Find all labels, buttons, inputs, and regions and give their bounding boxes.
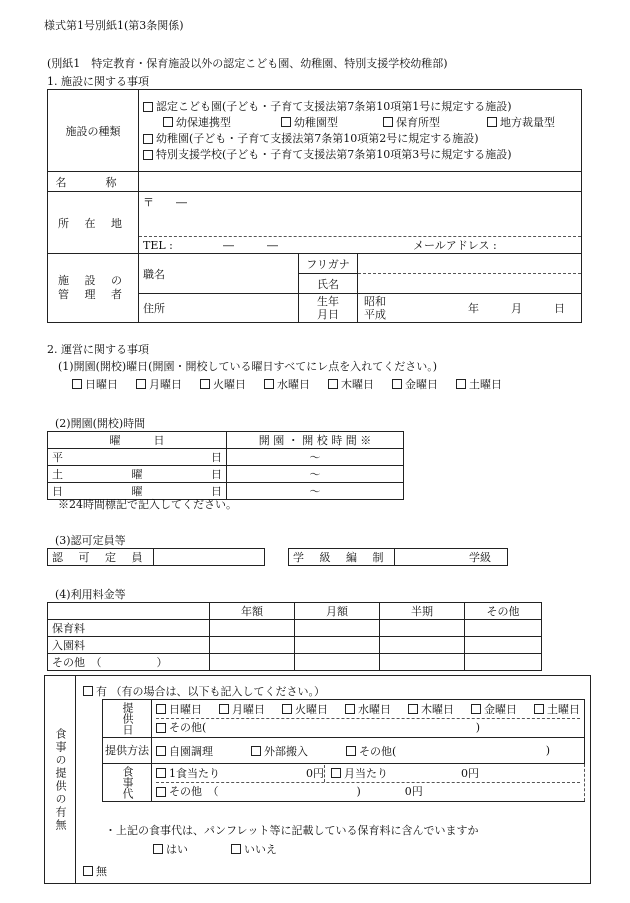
facility-table [47,89,582,323]
class-table [288,548,508,566]
meal-days-other[interactable]: その他( ) [156,718,580,736]
day-tue[interactable]: 火曜日 [200,376,264,392]
meal-question: ・上記の食事代は、パンフレット等に記載している保育料に含んでいますか [105,824,479,837]
fee-cell[interactable] [210,654,295,671]
meal-box [44,675,591,884]
nintei-subtypes [143,115,577,131]
fee-per-month[interactable]: 月当たり 0円 [324,765,479,782]
fees-table [47,602,542,671]
shimei-label: 氏名 [299,274,358,294]
meal-day-wed[interactable]: 水曜日 [345,701,408,718]
capacity-title: (3)認可定員等 [55,534,126,547]
name-label: 名 称 [48,172,139,192]
fees-head-half: 半期 [380,603,465,620]
fee-other[interactable]: その他 （ ) 0円 [156,782,580,800]
answer-no[interactable]: いいえ [231,841,277,857]
hours-row-sunday: 日 曜 日 [48,483,227,500]
furigana-field[interactable] [358,254,582,274]
facility-kind-options [139,90,582,172]
tel-email-line: TEL : ― ― メールアドレス : [139,236,581,253]
option-sub-4[interactable]: 地方裁量型 [487,115,555,131]
hours-saturday-field[interactable]: 〜 [227,466,404,483]
manager-label: 施 設 の 管 理 者 [48,254,139,323]
furigana-label: フリガナ [299,254,358,274]
hours-row-saturday: 土 曜 日 [48,466,227,483]
section2-title: 2. 運営に関する事項 [47,343,149,356]
option-tokubetsu[interactable]: 特別支援学校(子ども・子育て支援法第7条第10項第3号に規定する施設) [143,147,577,163]
option-sub-3[interactable]: 保育所型 [383,115,487,131]
meal-day-sun[interactable]: 日曜日 [156,701,219,718]
meal-day-tue[interactable]: 火曜日 [282,701,345,718]
hours-sunday-field[interactable]: 〜 [227,483,404,500]
meal-day-mon[interactable]: 月曜日 [219,701,282,718]
day-mon[interactable]: 月曜日 [136,376,200,392]
meal-days-label: 提供日 [103,700,152,738]
hours-title: (2)開園(開校)時間 [55,417,146,430]
capacity-field[interactable] [153,549,265,566]
class-field[interactable]: 学級 [394,549,508,566]
post-field[interactable] [177,254,299,294]
meal-no[interactable]: 無 [83,863,107,879]
option-sub-2[interactable]: 幼稚園型 [281,115,383,131]
method-other[interactable]: その他( [346,743,396,759]
meal-fee-label: 食事代 [103,764,152,802]
jusho-field[interactable] [177,294,299,323]
method-own[interactable]: 自園調理 [156,743,251,759]
post-label: 職名 [139,254,178,294]
hours-table [47,431,404,500]
hours-head-time: 開 園 ・ 開 校 時 間 ※ [227,432,404,449]
section1-title: 1. 施設に関する事項 [47,75,149,88]
capacity-label: 認 可 定 員 [48,549,154,566]
postal-line: 〒 ― [143,196,187,209]
fees-row-hoiku: 保育料 [48,620,210,637]
meal-day-thu[interactable]: 木曜日 [408,701,471,718]
answer-yes[interactable]: はい [153,841,188,857]
fee-cell[interactable] [295,637,380,654]
fee-cell[interactable] [465,654,542,671]
days-title: (1)開園(開校)曜日(開園・開校している曜日すべてにレ点を入れてください。) [58,360,438,373]
method-outside[interactable]: 外部搬入 [251,743,346,759]
capacity-table [47,548,265,566]
name-field[interactable] [139,172,582,192]
day-sun[interactable]: 日曜日 [72,376,136,392]
fee-cell[interactable] [295,620,380,637]
fee-cell[interactable] [465,637,542,654]
day-wed[interactable]: 水曜日 [264,376,328,392]
form-number: 様式第1号別紙1(第3条関係) [44,19,184,32]
fee-cell[interactable] [465,620,542,637]
fee-cell[interactable] [380,654,465,671]
option-youchien[interactable]: 幼稚園(子ども・子育て支援法第7条第10項第2号に規定する施設) [143,131,577,147]
meal-side-label: 食事の提供の有無 [45,676,76,883]
fees-head-empty [48,603,210,620]
meal-method-label: 提供方法 [103,738,152,764]
option-nintei[interactable]: 認定こども園(子ども・子育て支援法第7条第10項第1号に規定する施設) [143,99,577,115]
class-label: 学 級 編 制 [289,549,395,566]
fees-head-annual: 年額 [210,603,295,620]
checkbox[interactable] [143,102,153,112]
form-subtitle: (別紙1 特定教育・保育施設以外の認定こども園、幼稚園、特別支援学校幼稚部) [47,57,448,70]
address-label: 所 在 地 [48,192,139,254]
option-sub-1[interactable]: 幼保連携型 [163,115,281,131]
jusho-label: 住所 [139,294,178,323]
fees-head-monthly: 月額 [295,603,380,620]
hours-head-day: 曜 日 [48,432,227,449]
facility-kind-label: 施設の種類 [48,90,139,172]
birth-field[interactable]: 昭和 平成 年 月 日 [358,294,582,323]
shimei-field[interactable] [358,274,582,294]
days-checklist [72,376,502,392]
birth-label: 生年 月日 [299,294,358,323]
meal-method-options: 自園調理 外部搬入 その他( ) [152,738,585,764]
day-thu[interactable]: 木曜日 [328,376,392,392]
hours-row-weekday: 平 日 [48,449,227,466]
hours-weekday-field[interactable]: 〜 [227,449,404,466]
fee-cell[interactable] [295,654,380,671]
meal-day-fri[interactable]: 金曜日 [471,701,534,718]
day-sat[interactable]: 土曜日 [456,376,502,392]
fee-cell[interactable] [380,637,465,654]
meal-yes[interactable]: 有 （有の場合は、以下も記入してください。） [83,683,325,699]
hours-note: ※24時間標記で記入してください。 [58,498,237,511]
fee-per-meal[interactable]: 1食当たり 0円 [156,765,324,782]
meal-fee-options [152,764,585,802]
fees-row-other: その他 （ ） [48,654,210,671]
fees-head-other: その他 [465,603,542,620]
day-fri[interactable]: 金曜日 [392,376,456,392]
meal-detail-table [102,699,585,802]
fee-cell[interactable] [210,620,295,637]
fees-row-nyuen: 入園料 [48,637,210,654]
meal-days-options [152,700,585,738]
fees-title: (4)利用料金等 [55,588,126,601]
fee-cell[interactable] [210,637,295,654]
meal-day-sat[interactable]: 土曜日 [534,701,580,718]
address-field[interactable] [139,192,582,254]
fee-cell[interactable] [380,620,465,637]
